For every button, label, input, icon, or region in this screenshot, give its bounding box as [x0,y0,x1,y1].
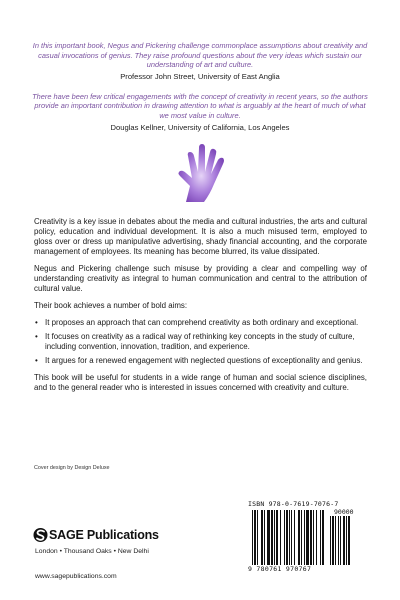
isbn-text: ISBN 978-0-7619-7076-7 [248,500,339,508]
blurb-paragraph-4: This book will be useful for students in a wide range of human and social science disciplines, and to the general reader who is interested in issues concerned with creativity and culture. [34,373,367,392]
barcode-bar [313,510,314,565]
review-attribution-2: Douglas Kellner, University of California, Los Angeles [110,122,290,132]
barcode-bar [267,510,270,565]
barcode-bar [264,510,265,565]
bullet-icon: • [35,356,38,365]
bullet-icon: • [35,332,38,341]
review-quote-1: In this important book, Negus and Pickering challenge commonplace assumptions about creativity and casual invocations of genius. They raise profound questions about the very ideas which sustain our understanding of art and culture. [32,41,368,70]
barcode-bar [261,510,263,565]
blurb-paragraph-1: Creativity is a key issue in debates about the media and cultural industries, the arts and cultural policy, education and individual development. It is also a much misused term, employed to gloss over or dress up manipulative advertising, shady financial accounting, and the corporate management of employees. Its meaning has become blurred, its value dissipated. [34,217,367,256]
barcode-bar [274,510,275,565]
barcode-bar [301,510,302,565]
barcode-addon-bar [338,516,339,565]
publisher-locations: London • Thousand Oaks • New Delhi [35,548,149,555]
isbn-barcode [248,500,370,582]
barcode-bar [306,510,309,565]
barcode-addon-bar [348,516,350,565]
barcode-addon-bar [346,516,347,565]
bullet-icon: • [35,318,38,327]
barcode-bar [286,510,288,565]
barcode-addon-bar [330,516,331,565]
barcode-addon-bar [332,516,334,565]
barcode-addon-bar [335,516,336,565]
list-item: • It argues for a renewed engagement with neglected questions of exceptionality and genius. [35,356,363,365]
publisher-name: SAGE Publications [49,528,159,542]
publisher-website: www.sagepublications.com [35,573,117,580]
review-quotes [30,41,370,143]
barcode-bar [280,510,281,565]
blurb-paragraph-3: Their book achieves a number of bold aims: [34,301,188,310]
barcode-addon-bar [340,516,341,565]
list-item: • It proposes an approach that can comprehend creativity as both ordinary and exceptional. [35,318,359,327]
review-attribution-1: Professor John Street, University of East Anglia [120,71,280,81]
barcode-bar [294,510,295,565]
barcode-bar [257,510,258,565]
cover-credit: Cover design by Design Deluxe [34,465,110,471]
barcode-bar [284,510,285,565]
barcode-digits: 9 780761 970767 [248,565,312,573]
barcode-bar [320,510,321,565]
barcode-bar [252,510,253,565]
sage-logo-icon [33,527,48,543]
review-quote-2: There have been few critical engagements with the concept of creativity in recent years, so the authors provide an important contribution in drawing attention to what is arguably at the heart of much of what we most value in culture. [32,91,368,120]
barcode-addon: 90000 [334,508,354,516]
barcode-bar [276,510,278,565]
blurb-paragraph-2: Negus and Pickering challenge such misuse by providing a clear and compelling way of understanding creativity as integral to human communication and central to the attribution of cultural value. [34,264,367,293]
barcode-bar [291,510,292,565]
barcode-bar [254,510,256,565]
barcode-bar [298,510,300,565]
barcode-bar [271,510,273,565]
list-item: • It focuses on creativity as a radical way of rethinking key concepts in the study of culture, including convention, innovation, tradition, and experience. [35,332,355,351]
hand-silhouette-icon [168,142,232,204]
barcode-bars-icon [252,510,366,565]
barcode-bar [310,510,312,565]
blurb [34,217,367,400]
barcode-bar [316,510,317,565]
publisher-logo [33,526,159,544]
barcode-bar [304,510,305,565]
barcode-addon-bar [343,516,345,565]
aims-list [34,318,367,366]
barcode-bar [322,510,324,565]
barcode-bar [289,510,290,565]
